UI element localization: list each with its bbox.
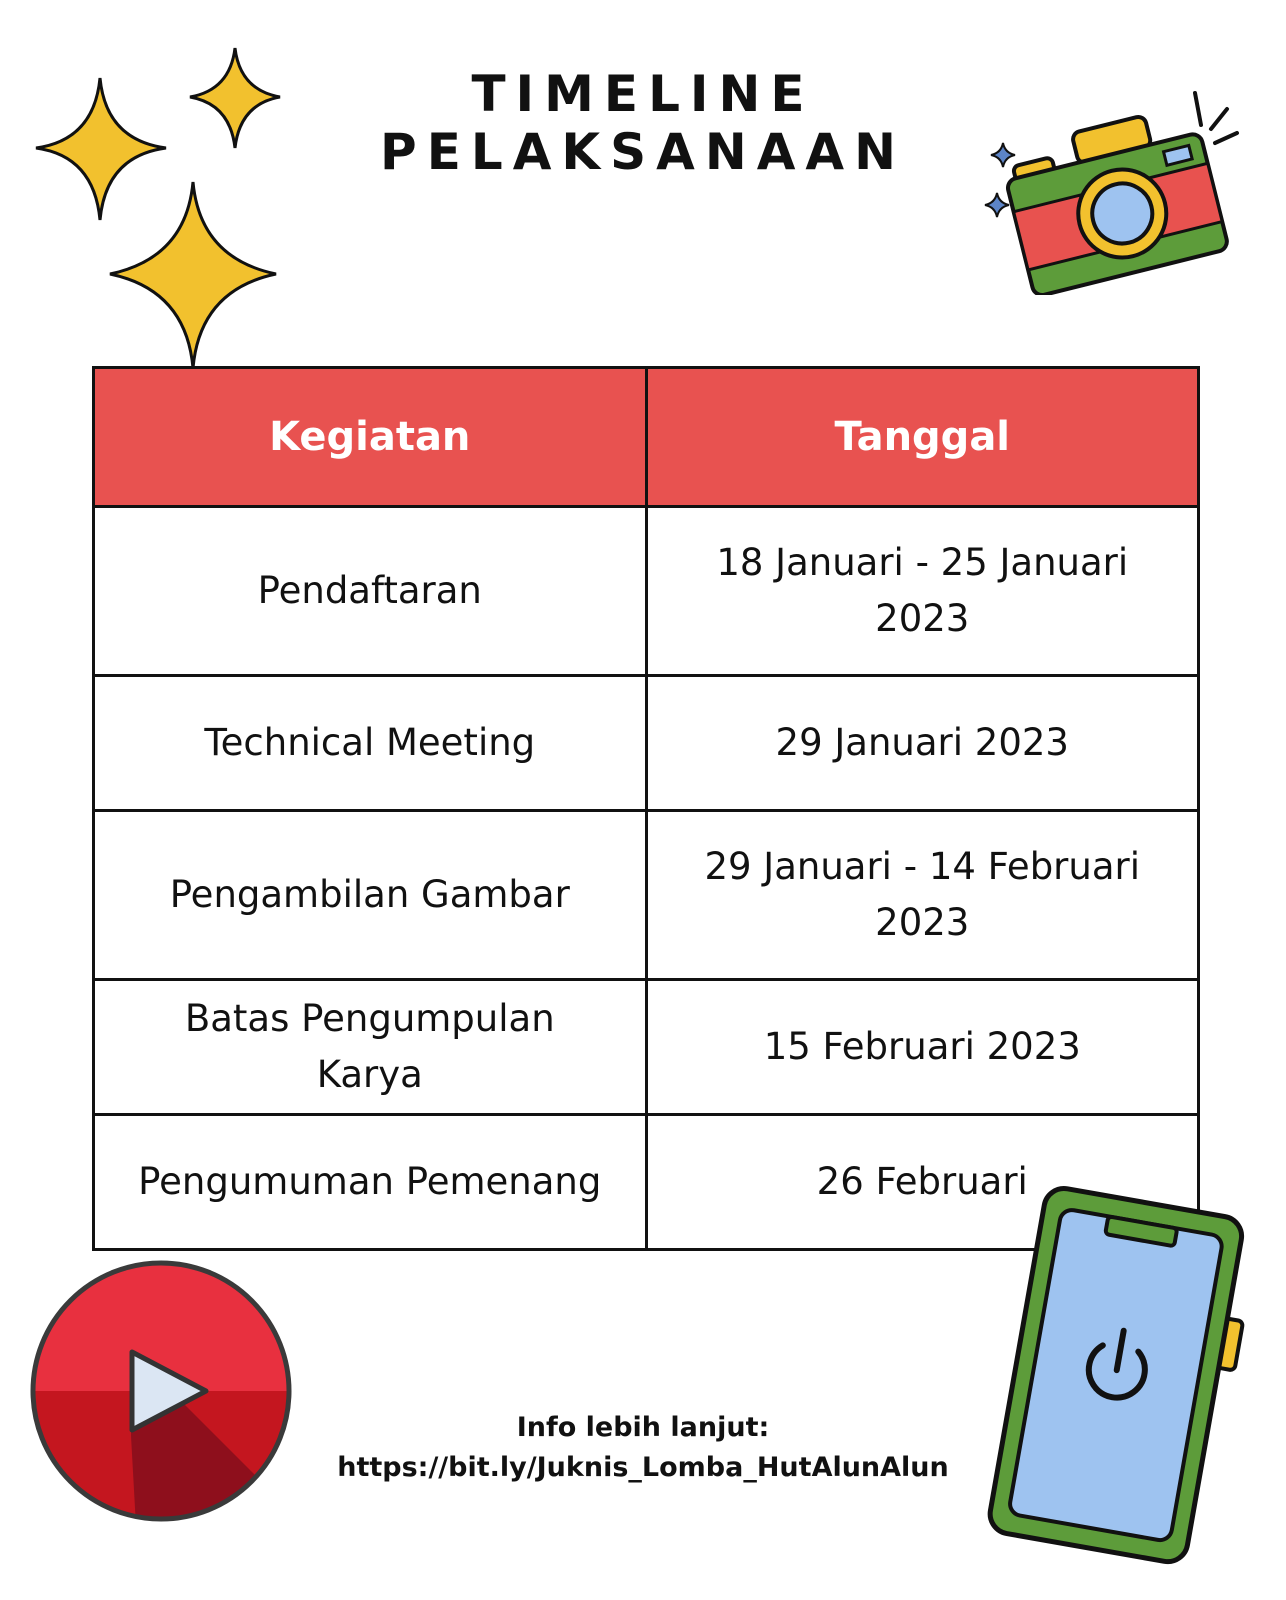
page-title-line1: TIMELINE xyxy=(471,65,815,123)
cell-tanggal: 18 Januari - 25 Januari 2023 xyxy=(646,507,1199,676)
timeline-table xyxy=(92,366,1200,1251)
table-row xyxy=(94,507,1199,676)
cell-kegiatan: Batas Pengumpulan Karya xyxy=(94,980,647,1115)
header-tanggal: Tanggal xyxy=(646,368,1199,507)
table-row xyxy=(94,980,1199,1115)
cell-kegiatan: Pendaftaran xyxy=(94,507,647,676)
cell-kegiatan: Pengambilan Gambar xyxy=(94,811,647,980)
table-row xyxy=(94,676,1199,811)
cell-tanggal: 26 Februari xyxy=(646,1115,1199,1250)
table-header-row xyxy=(94,368,1199,507)
cell-tanggal: 29 Januari - 14 Februari 2023 xyxy=(646,811,1199,980)
header-kegiatan: Kegiatan xyxy=(94,368,647,507)
cell-kegiatan: Pengumuman Pemenang xyxy=(94,1115,647,1250)
sparkle-star-icon xyxy=(110,182,276,368)
info-link[interactable]: https://bit.ly/Juknis_Lomba_HutAlunAlun xyxy=(337,1452,949,1483)
cell-kegiatan: Technical Meeting xyxy=(94,676,647,811)
smartphone-icon xyxy=(975,1180,1265,1580)
cell-tanggal: 29 Januari 2023 xyxy=(646,676,1199,811)
cell-tanggal: 15 Februari 2023 xyxy=(646,980,1199,1115)
table-row xyxy=(94,811,1199,980)
info-label: Info lebih lanjut: xyxy=(516,1412,770,1443)
page-title-line2: PELAKSANAAN xyxy=(380,123,906,181)
